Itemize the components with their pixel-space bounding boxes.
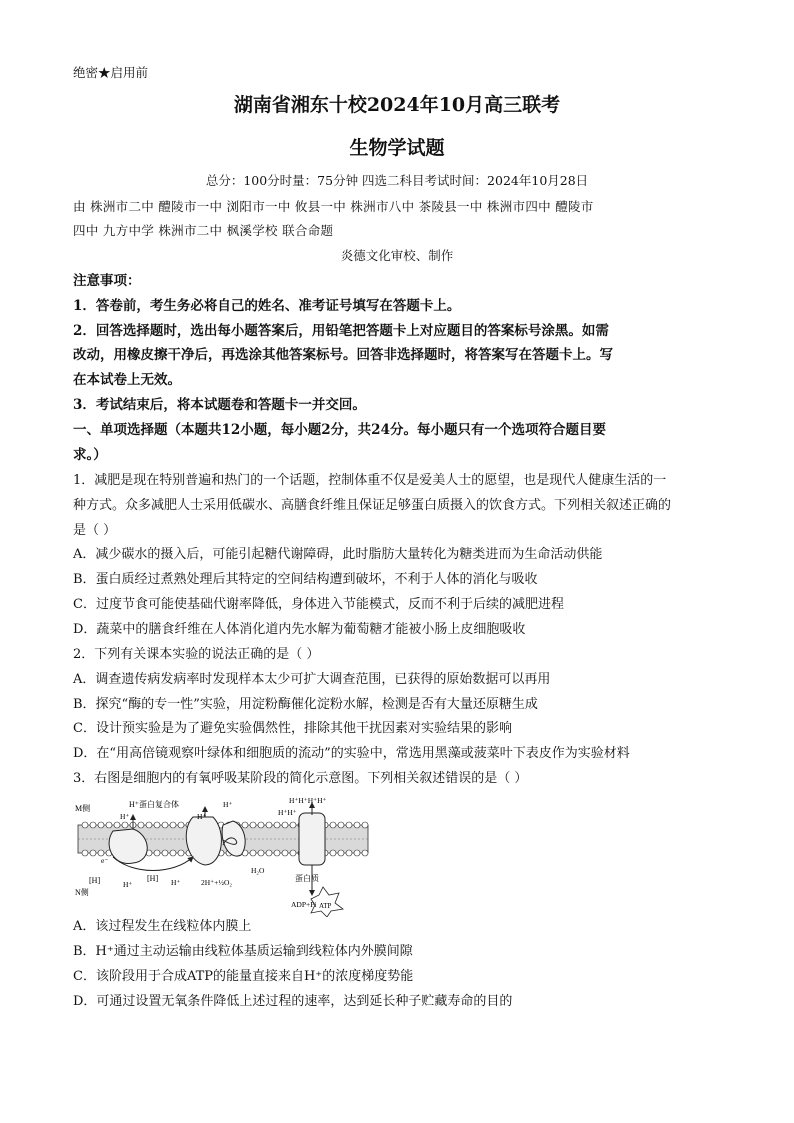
h-ion-label-3: H⁺ [197, 812, 207, 821]
schools-line-2: 四中 九方中学 株洲市二中 枫溪学校 联合命题 [73, 223, 334, 238]
q3-option-c: C．该阶段用于合成ATP的能量直接来自H⁺的浓度梯度势能 [73, 969, 414, 984]
q1-stem-line-3: 是（ ） [73, 523, 117, 538]
q2-option-c: C．设计预实验是为了避免实验偶然性，排除其他干扰因素对实验结果的影响 [73, 721, 512, 736]
q1-option-d: D．蔬菜中的膳食纤维在人体消化道内先水解为葡萄糖才能被小肠上皮细胞吸收 [73, 622, 526, 637]
producer-line: 炎德文化审校、制作 [340, 248, 454, 263]
atp-label: ATP [319, 902, 332, 910]
electron-label: e⁻ [101, 856, 109, 865]
electron-transport-diagram [73, 795, 373, 917]
q3-option-a: A．该过程发生在线粒体内膜上 [73, 919, 252, 934]
h-ion-label-2: H⁺ [223, 800, 233, 809]
section-1-heading-line-2: 求。） [73, 447, 107, 463]
q1-option-a: A．减少碳水的摄入后，可能引起糖代谢障碍，此时脂肪大量转化为糖类进而为生命活动供能 [73, 547, 603, 562]
h-ion-label-4: H⁺ [123, 880, 133, 889]
confidential-label: 绝密★启用前 [73, 65, 149, 80]
exam-subtitle: 生物学试题 [349, 137, 445, 159]
h-ion-label-5: H⁺ [171, 878, 181, 887]
q1-stem-line-2: 种方式。众多减肥人士采用低碳水、高膳食纤维且保证足够蛋白质摄入的饮食方式。下列相关叙述正确的 [73, 498, 672, 513]
q3-option-d: D．可通过设置无氧条件降低上述过程的速率，达到延长种子贮藏寿命的目的 [73, 994, 513, 1009]
note-2-line-2: 改动，用橡皮擦干净后，再选涂其他答案标号。回答非选择题时，将答案写在答题卡上。写 [73, 347, 613, 363]
water-label: H₂O [251, 866, 265, 875]
note-1: 1．答卷前，考生务必将自己的姓名、准考证号填写在答题卡上。 [73, 298, 461, 314]
h-ion-label-1: H⁺ [120, 812, 130, 821]
complex-label: H⁺蛋白复合体 [129, 800, 179, 809]
section-1-heading-line-1: 一、单项选择题（本题共12小题，每小题2分，共24分。每小题只有一个选项符合题目要 [73, 422, 606, 438]
q2-option-a: A．调查遗传病发病率时发现样本太少可扩大调查范围，已获得的原始数据可以再用 [73, 672, 551, 687]
oxygen-label: 2H⁺+½O₂ [201, 878, 233, 887]
m-side-label: M侧 [75, 804, 91, 813]
exam-info: 总分：100分时量：75分钟 四选二科目考试时间：2024年10月28日 [205, 173, 589, 188]
note-2-line-3: 在本试卷上无效。 [73, 372, 181, 388]
exam-title: 湖南省湘东十校2024年10月高三联考 [233, 94, 561, 116]
nadh-label-2: [H] [147, 874, 159, 883]
q1-option-b: B．蛋白质经过煮熟处理后其特定的空间结构遭到破坏，不利于人体的消化与吸收 [73, 572, 538, 587]
protein-label: 蛋白质 [295, 874, 319, 883]
adp-label: ADP+Pi [291, 900, 317, 909]
q2-stem: 2．下列有关课本实验的说法正确的是（ ） [73, 647, 320, 662]
q1-stem-line-1: 1．减肥是现在特别普遍和热门的一个话题，控制体重不仅是爱美人士的愿望，也是现代人健康生活的一 [73, 473, 667, 488]
h-ion-pair-label: H⁺H⁺ [278, 808, 297, 817]
schools-line-1: 由 株洲市二中 醴陵市一中 浏阳市一中 攸县一中 株洲市八中 茶陵县一中 株洲市四中 醴陵市 [73, 199, 594, 214]
n-side-label: N侧 [75, 888, 89, 897]
notes-heading: 注意事项： [73, 273, 141, 289]
nadh-label-1: [H] [89, 876, 101, 885]
q1-option-c: C．过度节食可能使基础代谢率降低，身体进入节能模式，反而不利于后续的减肥进程 [73, 597, 564, 612]
h-ion-cluster-label: H⁺H⁺H⁺H⁺ [289, 796, 327, 805]
q3-stem: 3．右图是细胞内的有氧呼吸某阶段的简化示意图。下列相关叙述错误的是（ ） [73, 771, 528, 786]
q2-option-d: D．在“用高倍镜观察叶绿体和细胞质的流动”的实验中，常选用黑藻或菠菜叶下表皮作为实验材料 [73, 746, 630, 761]
q3-option-b: B．H⁺通过主动运输由线粒体基质运输到线粒体内外膜间隙 [73, 944, 413, 959]
note-3: 3．考试结束后，将本试题卷和答题卡一并交回。 [73, 397, 366, 413]
q2-option-b: B．探究“酶的专一性”实验，用淀粉酶催化淀粉水解，检测是否有大量还原糖生成 [73, 697, 538, 712]
note-2-line-1: 2．回答选择题时，选出每小题答案后，用铅笔把答题卡上对应题目的答案标号涂黑。如需 [73, 323, 609, 339]
